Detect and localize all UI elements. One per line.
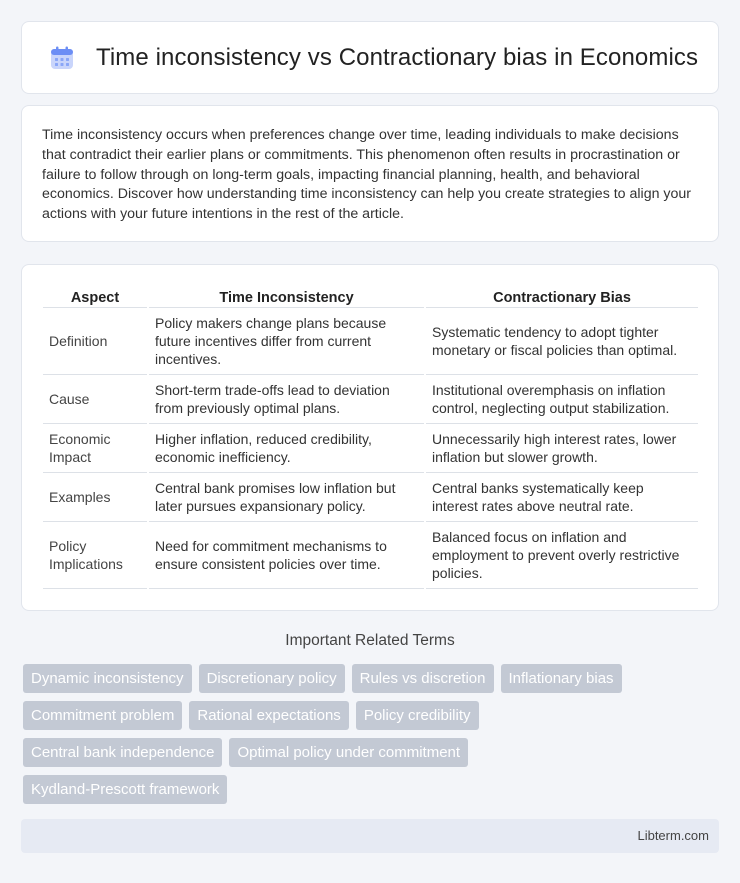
tag-rational-expectations[interactable]: Rational expectations (189, 701, 348, 730)
tag-row (23, 701, 703, 730)
tag-central-bank-independence[interactable]: Central bank independence (23, 738, 222, 767)
row-aspect: Policy Implications (43, 522, 147, 589)
table-row (43, 473, 698, 522)
row-time-inconsistency: Need for commitment mechanisms to ensure consistent policies over time. (149, 522, 424, 589)
row-contractionary-bias: Systematic tendency to adopt tighter monetary or fiscal policies than optimal. (426, 308, 698, 375)
tag-row (23, 775, 703, 804)
tag-row (23, 664, 703, 693)
row-contractionary-bias: Unnecessarily high interest rates, lower inflation but slower growth. (426, 424, 698, 473)
footer (21, 819, 719, 853)
row-time-inconsistency: Central bank promises low inflation but later pursues expansionary policy. (149, 473, 424, 522)
comparison-table (41, 285, 700, 589)
table-row (43, 424, 698, 473)
intro-paragraph: Time inconsistency occurs when preferences change over time, leading individuals to make decisions that contradict their earlier plans or commitments. This phenomenon often results in procrastination or failure to follow through on long-term goals, impacting financial planning, health, and behavioral economics. Discover how understanding time inconsistency can help you create strategies to align your actions with your future intentions in the rest of the article. (42, 127, 692, 223)
table-row (43, 522, 698, 589)
intro-card (21, 105, 719, 242)
related-terms (23, 664, 703, 812)
row-time-inconsistency: Policy makers change plans because future incentives differ from current incentives. (149, 308, 424, 375)
tag-dynamic-inconsistency[interactable]: Dynamic inconsistency (23, 664, 192, 693)
related-terms-title: Important Related Terms (285, 632, 455, 649)
row-aspect: Cause (43, 375, 147, 424)
table-row (43, 375, 698, 424)
tag-rules-vs-discretion[interactable]: Rules vs discretion (352, 664, 494, 693)
tag-optimal-policy-under-commitment[interactable]: Optimal policy under commitment (229, 738, 468, 767)
row-aspect: Economic Impact (43, 424, 147, 473)
header-card (21, 21, 719, 94)
table-header-row (43, 285, 698, 308)
tag-row (23, 738, 703, 767)
row-aspect: Definition (43, 308, 147, 375)
row-contractionary-bias: Central banks systematically keep interest rates above neutral rate. (426, 473, 698, 522)
tag-discretionary-policy[interactable]: Discretionary policy (199, 664, 345, 693)
page-title: Time inconsistency vs Contractionary bias in Economics (96, 43, 699, 71)
tag-inflationary-bias[interactable]: Inflationary bias (501, 664, 622, 693)
row-time-inconsistency: Higher inflation, reduced credibility, economic inefficiency. (149, 424, 424, 473)
tag-kydland-prescott-framework[interactable]: Kydland-Prescott framework (23, 775, 227, 804)
comparison-table-card (21, 264, 719, 611)
header-aspect: Aspect (43, 285, 147, 308)
row-time-inconsistency: Short-term trade-offs lead to deviation from previously optimal plans. (149, 375, 424, 424)
tag-policy-credibility[interactable]: Policy credibility (356, 701, 479, 730)
tag-commitment-problem[interactable]: Commitment problem (23, 701, 182, 730)
calendar-icon (48, 44, 76, 72)
header-time-inconsistency: Time Inconsistency (149, 285, 424, 308)
header-contractionary-bias: Contractionary Bias (426, 285, 698, 308)
row-aspect: Examples (43, 473, 147, 522)
table-row (43, 308, 698, 375)
row-contractionary-bias: Balanced focus on inflation and employment to prevent overly restrictive policies. (426, 522, 698, 589)
row-contractionary-bias: Institutional overemphasis on inflation control, neglecting output stabilization. (426, 375, 698, 424)
footer-brand[interactable]: Libterm.com (637, 828, 709, 843)
